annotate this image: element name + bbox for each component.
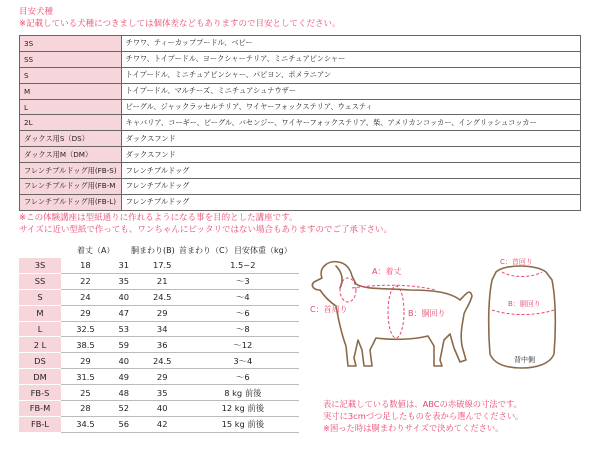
- neck-value: 29: [138, 369, 187, 385]
- header-weight: 目安体重（kg）: [234, 246, 292, 255]
- size-label: FB-M: [19, 401, 61, 417]
- breed-names: ダックスフンド: [121, 147, 580, 163]
- size-row: [19, 369, 299, 385]
- body-value: 40: [110, 289, 138, 305]
- body-value: 40: [110, 353, 138, 369]
- size-label: DS: [19, 353, 61, 369]
- info-line-3: ※困った時は胴まわりサイズで決めてください。: [323, 423, 504, 433]
- size-row: [19, 337, 299, 353]
- size-label: 2 L: [19, 337, 61, 353]
- length-value: 31.5: [61, 369, 110, 385]
- breed-size-label: L: [20, 99, 122, 115]
- neck-value: 24.5: [138, 289, 187, 305]
- breed-names: チワワ、トイプードル、ヨークシャーテリア、ミニチュアピンシャー: [121, 51, 580, 67]
- neck-value: 24.5: [138, 353, 187, 369]
- info-line-1: 表に記載している数値は、ABCの赤破線の寸法です。: [323, 399, 522, 409]
- header-body: 胴まわり(B): [131, 246, 175, 255]
- measure-b-ellipse: [388, 286, 404, 338]
- body-value: 35: [110, 273, 138, 289]
- note-line-2: サイズに近い型紙で作っても、ワンちゃんにピッタリではない場合もありますのでご了承下さい。: [19, 225, 392, 235]
- breed-row: [20, 131, 581, 147]
- weight-value: 1.5~2: [187, 258, 299, 273]
- weight-value: ～12: [187, 337, 299, 353]
- breed-names: フレンチブルドッグ: [121, 179, 580, 195]
- breed-names: フレンチブルドッグ: [121, 194, 580, 210]
- garment-label-c: C：首回り: [500, 258, 533, 266]
- size-label: M: [19, 305, 61, 321]
- label-b: B：胴回り: [408, 309, 446, 318]
- size-row: [19, 321, 299, 337]
- neck-value: 42: [138, 416, 187, 432]
- breed-names: キャバリア、コーギー、ビーグル、バセンジー、ワイヤーフォックステリア、柴、アメリカンコッカー、イングリッシュコッカー: [121, 115, 580, 131]
- size-label: S: [19, 289, 61, 305]
- breed-table: [19, 35, 581, 211]
- size-row: [19, 258, 299, 273]
- body-value: 49: [110, 369, 138, 385]
- size-row: [19, 385, 299, 401]
- garment-body-line: [492, 310, 554, 315]
- header-length: 着丈（A）: [77, 246, 115, 255]
- breed-names: ダックスフンド: [121, 131, 580, 147]
- neck-value: 29: [138, 305, 187, 321]
- size-label: L: [19, 321, 61, 337]
- measure-lines: [340, 278, 436, 338]
- breed-names: トイプードル、マルチーズ、ミニチュアシュナウザー: [121, 83, 580, 99]
- breed-row: [20, 36, 581, 52]
- length-value: 28: [61, 401, 110, 417]
- length-value: 25: [61, 385, 110, 401]
- weight-value: ～3: [187, 273, 299, 289]
- length-value: 18: [61, 258, 110, 273]
- size-table: [19, 258, 299, 433]
- neck-value: 34: [138, 321, 187, 337]
- breed-section-title: 目安犬種: [19, 7, 54, 17]
- body-value: 59: [110, 337, 138, 353]
- course-notes: [19, 212, 392, 236]
- length-value: 32.5: [61, 321, 110, 337]
- weight-value: 8 kg 前後: [187, 385, 299, 401]
- breed-size-label: ダックス用M（DM）: [20, 147, 122, 163]
- measurement-diagram: [300, 250, 590, 395]
- body-value: 47: [110, 305, 138, 321]
- measurement-info: [323, 398, 523, 434]
- size-row: [19, 305, 299, 321]
- breed-row: [20, 163, 581, 179]
- weight-value: ～6: [187, 369, 299, 385]
- breed-row: [20, 51, 581, 67]
- weight-value: ～6: [187, 305, 299, 321]
- breed-names: ビーグル、ジャックラッセルテリア、ワイヤーフォックステリア、ウェスティ: [121, 99, 580, 115]
- info-line-2: 実寸に3cmづつ足したものを表から選んでください。: [323, 411, 524, 421]
- breed-size-label: フレンチブルドッグ用(FB-L): [20, 194, 122, 210]
- length-value: 29: [61, 305, 110, 321]
- neck-value: 40: [138, 401, 187, 417]
- size-row: [19, 401, 299, 417]
- breed-size-label: S: [20, 67, 122, 83]
- breed-row: [20, 194, 581, 210]
- note-line-1: ※この体験講座は型紙通りに作れるようになる事を目的とした講座です。: [19, 213, 298, 223]
- neck-value: 17.5: [138, 258, 187, 273]
- length-value: 38.5: [61, 337, 110, 353]
- breed-row: [20, 179, 581, 195]
- breed-names: チワワ、ティーカッププードル、ベビー: [121, 36, 580, 52]
- label-a: A：着丈: [372, 267, 402, 276]
- weight-value: 3～4: [187, 353, 299, 369]
- breed-size-label: ダックス用S（DS）: [20, 131, 122, 147]
- weight-value: 12 kg 前後: [187, 401, 299, 417]
- neck-value: 21: [138, 273, 187, 289]
- size-row: [19, 416, 299, 432]
- weight-value: ～8: [187, 321, 299, 337]
- breed-row: [20, 115, 581, 131]
- size-label: FB-S: [19, 385, 61, 401]
- breed-size-label: 2L: [20, 115, 122, 131]
- breed-row: [20, 147, 581, 163]
- body-value: 52: [110, 401, 138, 417]
- garment-neck-line: [502, 272, 542, 277]
- size-row: [19, 289, 299, 305]
- breed-names: トイプードル、ミニチュアピンシャー、パピヨン、ポメラニアン: [121, 67, 580, 83]
- length-value: 24: [61, 289, 110, 305]
- weight-value: 15 kg 前後: [187, 416, 299, 432]
- breed-size-label: SS: [20, 51, 122, 67]
- breed-size-label: 3S: [20, 36, 122, 52]
- size-row: [19, 353, 299, 369]
- weight-value: ～4: [187, 289, 299, 305]
- length-value: 29: [61, 353, 110, 369]
- breed-row: [20, 67, 581, 83]
- size-label: DM: [19, 369, 61, 385]
- size-label: SS: [19, 273, 61, 289]
- body-value: 56: [110, 416, 138, 432]
- length-value: 34.5: [61, 416, 110, 432]
- size-label: 3S: [19, 258, 61, 273]
- body-value: 48: [110, 385, 138, 401]
- neck-value: 36: [138, 337, 187, 353]
- garment-label-b: B：胴回り: [508, 300, 541, 308]
- length-value: 22: [61, 273, 110, 289]
- breed-size-label: M: [20, 83, 122, 99]
- breed-row: [20, 83, 581, 99]
- back-center-label: 背中側: [514, 356, 535, 364]
- breed-row: [20, 99, 581, 115]
- breed-names: フレンチブルドッグ: [121, 163, 580, 179]
- breed-section-subtitle: ※記載している犬種につきましては個体差などもありますので目安としてください。: [19, 19, 341, 29]
- size-label: FB-L: [19, 416, 61, 432]
- label-c: C：首周り: [310, 305, 348, 314]
- breed-section-header: [19, 6, 340, 30]
- breed-size-label: フレンチブルドッグ用(FB-M: [20, 179, 122, 195]
- neck-value: 35: [138, 385, 187, 401]
- size-row: [19, 273, 299, 289]
- body-value: 53: [110, 321, 138, 337]
- header-neck: 首まわり（C）: [179, 246, 233, 255]
- breed-size-label: フレンチブルドッグ用(FB-S): [20, 163, 122, 179]
- garment-illustration: [489, 266, 556, 368]
- measure-c-ellipse: [340, 278, 356, 302]
- diagram-svg: [300, 250, 590, 395]
- body-value: 31: [110, 258, 138, 273]
